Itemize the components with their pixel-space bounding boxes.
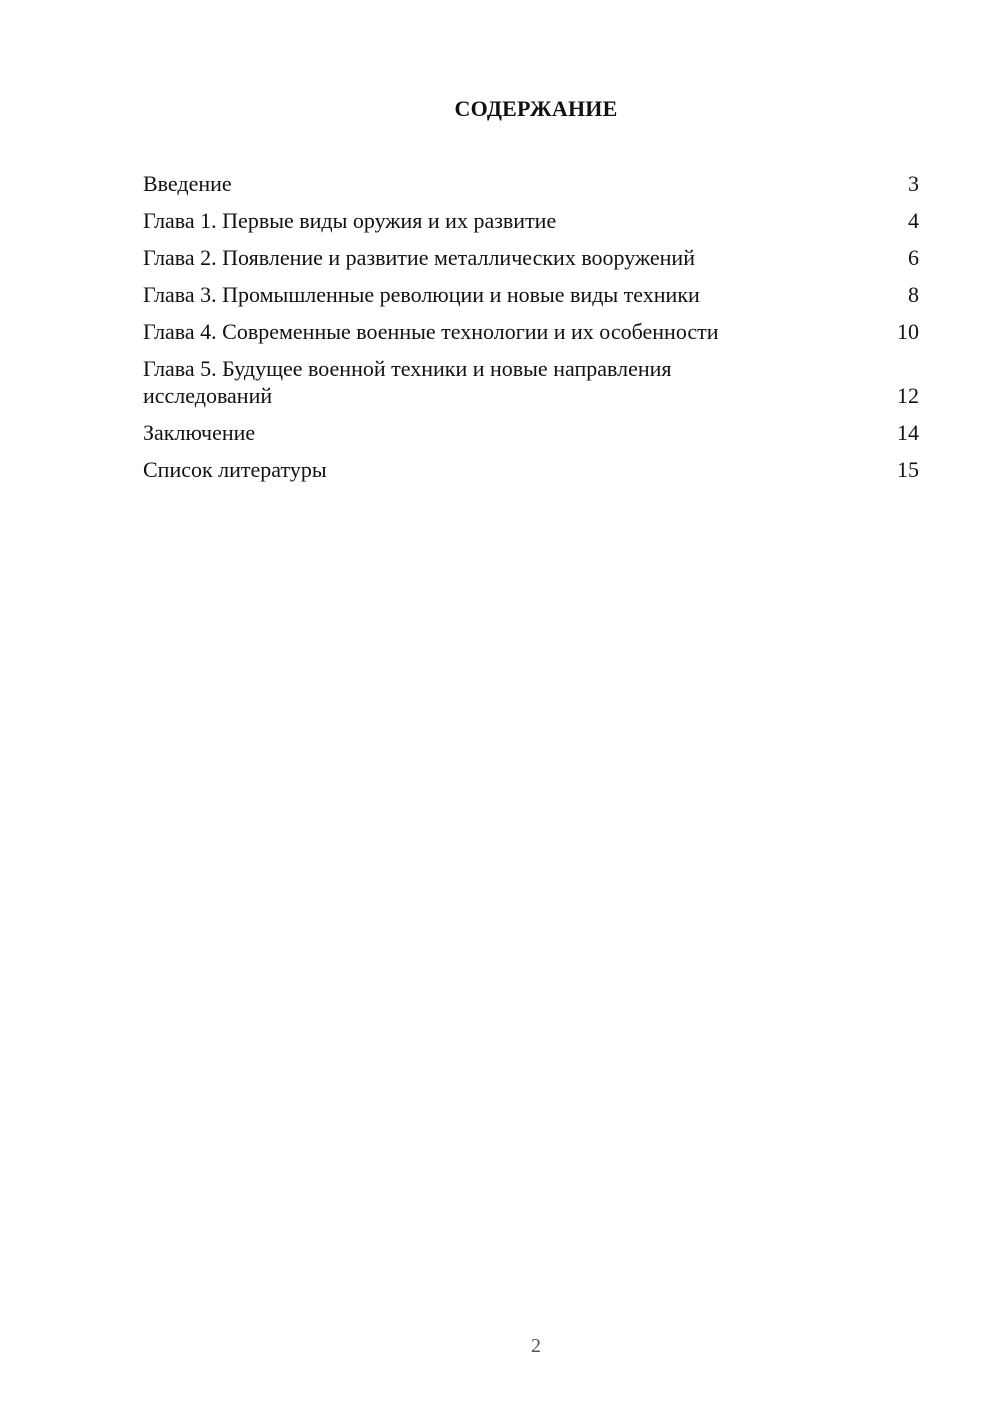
toc-entry-chapter-1[interactable] <box>143 207 919 234</box>
toc-entry-page: 12 <box>897 383 919 408</box>
toc-title: СОДЕРЖАНИЕ <box>454 96 618 121</box>
toc-entry-page: 8 <box>908 282 919 307</box>
toc-entry-chapter-4[interactable] <box>143 318 919 345</box>
toc-entry-label: Глава 2. Появление и развитие металлических вооружений <box>143 245 695 270</box>
toc-entry-label: Глава 3. Промышленные революции и новые виды техники <box>143 282 700 307</box>
toc-entry-page: 14 <box>897 420 919 445</box>
toc-entry-page: 6 <box>908 245 919 270</box>
toc-entry-page: 10 <box>897 319 919 344</box>
table-of-contents <box>143 170 919 493</box>
toc-entry-introduction[interactable] <box>143 170 919 197</box>
toc-entry-chapter-3[interactable] <box>143 281 919 308</box>
toc-entry-chapter-2[interactable] <box>143 244 919 271</box>
toc-entry-label: Глава 4. Современные военные технологии и их особенности <box>143 319 719 344</box>
toc-entry-chapter-5[interactable] <box>143 355 919 409</box>
toc-entry-page: 3 <box>908 171 919 196</box>
toc-entry-page: 15 <box>897 457 919 482</box>
toc-entry-label: Введение <box>143 171 232 196</box>
toc-entry-label: Заключение <box>143 420 256 445</box>
toc-entry-bibliography[interactable] <box>143 456 919 483</box>
toc-entry-label: Глава 5. Будущее военной техники и новые направления исследований <box>143 356 672 408</box>
toc-entry-page: 4 <box>908 208 919 233</box>
page-number: 2 <box>531 1335 541 1357</box>
toc-entry-label: Список литературы <box>143 457 327 482</box>
toc-entry-conclusion[interactable] <box>143 419 919 446</box>
toc-entry-label: Глава 1. Первые виды оружия и их развитие <box>143 208 557 233</box>
